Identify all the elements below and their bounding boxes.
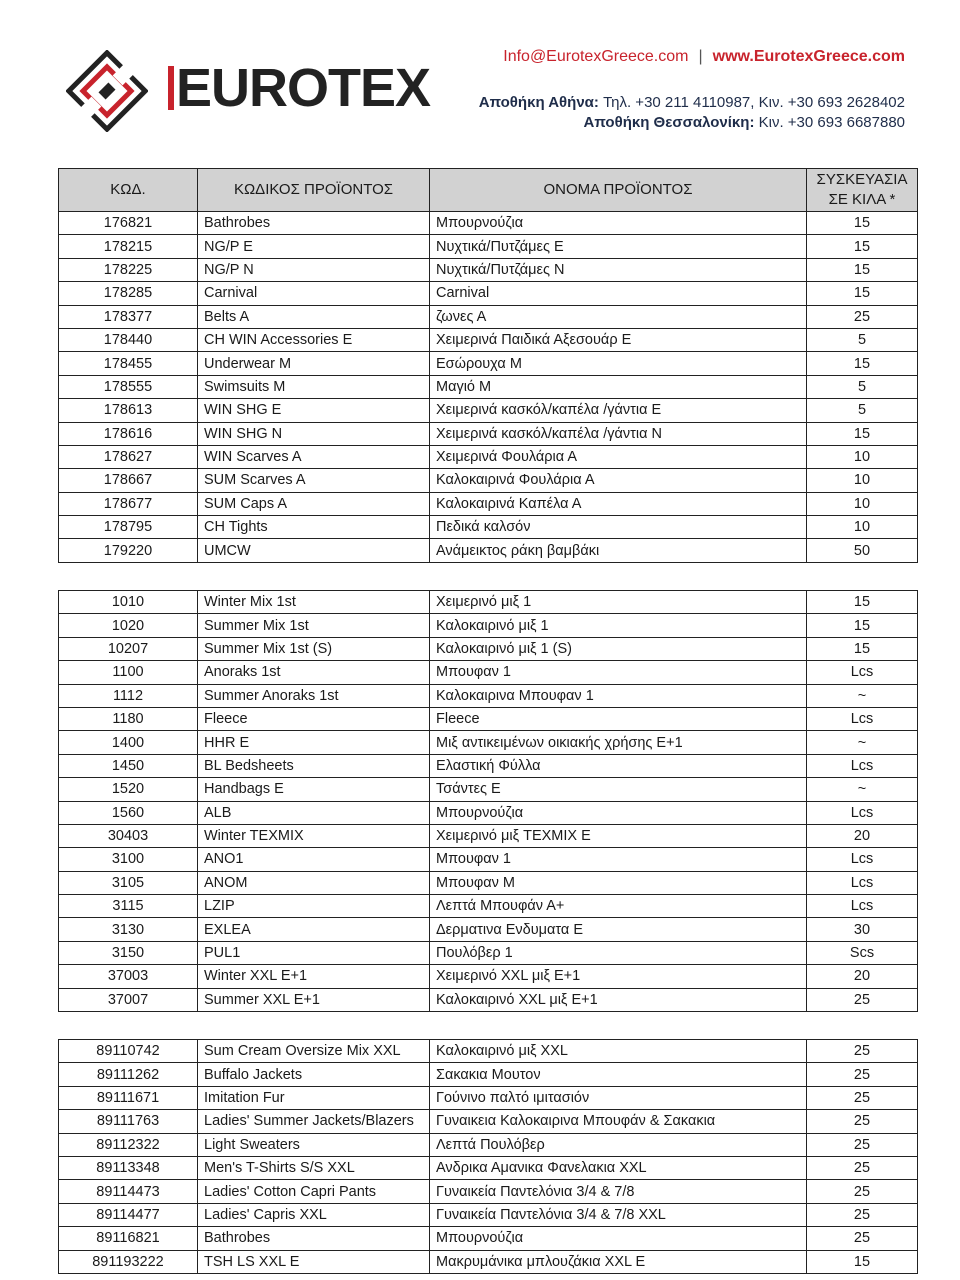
email-link[interactable]: Info@EurotexGreece.com: [503, 48, 689, 65]
cell-code: 178377: [59, 305, 198, 328]
table-row: [59, 895, 918, 918]
table-row: [59, 731, 918, 754]
cell-product-name: Μπουφαν Μ: [430, 871, 807, 894]
cell-packaging: Lcs: [807, 754, 918, 777]
cell-code: 37003: [59, 965, 198, 988]
cell-code: 178225: [59, 258, 198, 281]
cell-product-code: Summer Mix 1st: [198, 614, 430, 637]
cell-code: 1020: [59, 614, 198, 637]
cell-product-name: Νυχτικά/Πυτζάμες Ε: [430, 235, 807, 258]
cell-product-name: Γυναικεία Παντελόνια 3/4 & 7/8: [430, 1180, 807, 1203]
table-row: [59, 918, 918, 941]
cell-product-code: BL Bedsheets: [198, 754, 430, 777]
cell-product-code: Summer XXL E+1: [198, 988, 430, 1011]
table-row: [59, 848, 918, 871]
cell-code: 178440: [59, 328, 198, 351]
cell-packaging: 15: [807, 614, 918, 637]
cell-product-code: Ladies' Cotton Capri Pants: [198, 1180, 430, 1203]
cell-product-name: Δερματινα Ενδυματα Ε: [430, 918, 807, 941]
cell-code: 179220: [59, 539, 198, 562]
cell-product-name: Χειμερινό μιξ 1: [430, 591, 807, 614]
cell-product-name: Χειμερινό XXL μιξ Ε+1: [430, 965, 807, 988]
table-row: [59, 212, 918, 235]
cell-product-name: Μπουρνούζια: [430, 801, 807, 824]
cell-product-code: Winter XXL E+1: [198, 965, 430, 988]
cell-product-name: Λεπτά Πουλόβερ: [430, 1133, 807, 1156]
cell-packaging: 15: [807, 258, 918, 281]
table-row: [59, 1156, 918, 1179]
cell-packaging: 25: [807, 1180, 918, 1203]
cell-product-name: Carnival: [430, 282, 807, 305]
cell-code: 89114477: [59, 1203, 198, 1226]
cell-product-name: Fleece: [430, 707, 807, 730]
cell-packaging: 25: [807, 1110, 918, 1133]
brand-wordmark: [176, 58, 430, 118]
cell-packaging: 10: [807, 492, 918, 515]
cell-product-code: EXLEA: [198, 918, 430, 941]
cell-product-code: WIN Scarves A: [198, 445, 430, 468]
cell-product-code: HHR E: [198, 731, 430, 754]
cell-product-name: Καλοκαιρινό μιξ XXL: [430, 1040, 807, 1063]
cell-product-name: Καλοκαιρινό XXL μιξ Ε+1: [430, 988, 807, 1011]
cell-code: 89116821: [59, 1227, 198, 1250]
cell-code: 10207: [59, 637, 198, 660]
cell-code: 178627: [59, 445, 198, 468]
cell-packaging: Lcs: [807, 848, 918, 871]
cell-product-code: Ladies' Summer Jackets/Blazers: [198, 1110, 430, 1133]
cell-product-name: Τσάντες Ε: [430, 778, 807, 801]
table-row: [59, 375, 918, 398]
cell-packaging: Scs: [807, 941, 918, 964]
cell-product-code: Swimsuits M: [198, 375, 430, 398]
cell-packaging: 25: [807, 1040, 918, 1063]
cell-product-name: Μπουρνούζια: [430, 1227, 807, 1250]
cell-product-code: WIN SHG E: [198, 399, 430, 422]
cell-product-code: ALB: [198, 801, 430, 824]
table-row: [59, 1180, 918, 1203]
cell-packaging: 25: [807, 305, 918, 328]
cell-product-name: Καλοκαιρινό μιξ 1: [430, 614, 807, 637]
product-table-2: [58, 590, 918, 1012]
cell-packaging: 25: [807, 1227, 918, 1250]
cell-code: 89110742: [59, 1040, 198, 1063]
cell-code: 1400: [59, 731, 198, 754]
header-packaging: ΣΥΣΚΕΥΑΣΙΑ ΣΕ ΚΙΛΑ *: [807, 169, 918, 212]
product-table-1: [58, 168, 918, 563]
cell-product-name: Νυχτικά/Πυτζάμες Ν: [430, 258, 807, 281]
cell-product-name: Μιξ αντικειμένων οικιακής χρήσης Ε+1: [430, 731, 807, 754]
cell-product-name: Γυναικεία Παντελόνια 3/4 & 7/8 XXL: [430, 1203, 807, 1226]
cell-product-code: Carnival: [198, 282, 430, 305]
cell-product-name: Καλοκαιρινα Μπουφαν 1: [430, 684, 807, 707]
cell-product-name: Ανάμεικτος ράκη βαμβάκι: [430, 539, 807, 562]
cell-code: 891193222: [59, 1250, 198, 1273]
cell-product-code: NG/P N: [198, 258, 430, 281]
cell-code: 178555: [59, 375, 198, 398]
cell-packaging: 25: [807, 988, 918, 1011]
table-row: [59, 637, 918, 660]
cell-product-name: Γυναικεια Καλοκαιρινα Μπουφάν & Σακακια: [430, 1110, 807, 1133]
cell-packaging: 15: [807, 352, 918, 375]
cell-product-name: Μακρυμάνικα μπλουζάκια XXL Ε: [430, 1250, 807, 1273]
cell-product-code: Summer Anoraks 1st: [198, 684, 430, 707]
cell-packaging: 15: [807, 212, 918, 235]
cell-code: 3150: [59, 941, 198, 964]
cell-packaging: 25: [807, 1086, 918, 1109]
cell-product-name: Καλοκαιρινό μιξ 1 (S): [430, 637, 807, 660]
cell-product-name: Μαγιό Μ: [430, 375, 807, 398]
cell-code: 89111262: [59, 1063, 198, 1086]
cell-product-code: Anoraks 1st: [198, 661, 430, 684]
cell-product-code: PUL1: [198, 941, 430, 964]
cell-product-code: NG/P E: [198, 235, 430, 258]
table-row: [59, 539, 918, 562]
cell-code: 37007: [59, 988, 198, 1011]
cell-product-code: LZIP: [198, 895, 430, 918]
website-link[interactable]: www.EurotexGreece.com: [712, 48, 905, 65]
table-row: [59, 1133, 918, 1156]
cell-product-name: Σακακια Μουτον: [430, 1063, 807, 1086]
cell-packaging: 5: [807, 399, 918, 422]
table-row: [59, 235, 918, 258]
header-product-code: ΚΩΔΙΚΟΣ ΠΡΟΪΟΝΤΟΣ: [198, 169, 430, 212]
cell-code: 178455: [59, 352, 198, 375]
table-row: [59, 614, 918, 637]
cell-code: 178215: [59, 235, 198, 258]
table-row: [59, 988, 918, 1011]
cell-product-code: Winter TEXMIX: [198, 824, 430, 847]
table-row: [59, 516, 918, 539]
table-row: [59, 684, 918, 707]
cell-code: 1100: [59, 661, 198, 684]
cell-product-name: Χειμερινά κασκόλ/καπέλα /γάντια Ν: [430, 422, 807, 445]
cell-packaging: ~: [807, 778, 918, 801]
table-row: [59, 1203, 918, 1226]
table-row: [59, 1110, 918, 1133]
cell-code: 178795: [59, 516, 198, 539]
table-row: [59, 661, 918, 684]
cell-product-name: Χειμερινά Παιδικά Αξεσουάρ Ε: [430, 328, 807, 351]
table-row: [59, 754, 918, 777]
cell-packaging: 15: [807, 1250, 918, 1273]
cell-product-name: Μπουφαν 1: [430, 661, 807, 684]
cell-code: 30403: [59, 824, 198, 847]
cell-product-name: Χειμερινό μιξ TEXMIX Ε: [430, 824, 807, 847]
cell-packaging: 5: [807, 375, 918, 398]
thessaloniki-contact: Αποθήκη Θεσσαλονίκη: Κιν. +30 693 6687880: [583, 114, 905, 131]
table-row: [59, 707, 918, 730]
eurotex-logo-icon: [66, 50, 148, 132]
cell-packaging: 25: [807, 1133, 918, 1156]
cell-product-code: Bathrobes: [198, 1227, 430, 1250]
table-row: [59, 871, 918, 894]
table-header-row: [59, 169, 918, 212]
cell-product-name: ζωνες Α: [430, 305, 807, 328]
table-row: [59, 941, 918, 964]
cell-product-code: ANOM: [198, 871, 430, 894]
cell-product-name: Πουλόβερ 1: [430, 941, 807, 964]
table-row: [59, 469, 918, 492]
table-row: [59, 801, 918, 824]
table-row: [59, 965, 918, 988]
cell-code: 3130: [59, 918, 198, 941]
cell-product-code: Summer Mix 1st (S): [198, 637, 430, 660]
cell-product-code: CH Tights: [198, 516, 430, 539]
cell-packaging: Lcs: [807, 707, 918, 730]
cell-code: 3100: [59, 848, 198, 871]
cell-packaging: Lcs: [807, 661, 918, 684]
table-row: [59, 399, 918, 422]
table-row: [59, 258, 918, 281]
table-row: [59, 282, 918, 305]
cell-packaging: Lcs: [807, 801, 918, 824]
header-product-name: ΟΝΟΜΑ ΠΡΟΪΟΝΤΟΣ: [430, 169, 807, 212]
cell-packaging: Lcs: [807, 871, 918, 894]
table-row: [59, 591, 918, 614]
cell-packaging: 25: [807, 1203, 918, 1226]
cell-code: 3115: [59, 895, 198, 918]
cell-product-code: Ladies' Capris XXL: [198, 1203, 430, 1226]
cell-product-name: Εσώρουχα Μ: [430, 352, 807, 375]
cell-product-code: Imitation Fur: [198, 1086, 430, 1109]
cell-product-name: Χειμερινά Φουλάρια Α: [430, 445, 807, 468]
cell-packaging: 20: [807, 824, 918, 847]
table-row: [59, 1250, 918, 1273]
cell-product-code: Light Sweaters: [198, 1133, 430, 1156]
table-row: [59, 305, 918, 328]
cell-packaging: 25: [807, 1156, 918, 1179]
cell-code: 1112: [59, 684, 198, 707]
cell-product-code: Handbags E: [198, 778, 430, 801]
cell-code: 178667: [59, 469, 198, 492]
table-row: [59, 352, 918, 375]
cell-packaging: 25: [807, 1063, 918, 1086]
cell-product-code: ANO1: [198, 848, 430, 871]
table-row: [59, 1040, 918, 1063]
cell-product-name: Μπουφαν 1: [430, 848, 807, 871]
cell-code: 176821: [59, 212, 198, 235]
cell-packaging: 15: [807, 282, 918, 305]
cell-product-name: Γούνινο παλτό ιμιτασιόν: [430, 1086, 807, 1109]
cell-packaging: 10: [807, 469, 918, 492]
table-row: [59, 1063, 918, 1086]
cell-code: 3105: [59, 871, 198, 894]
contact-web: Info@EurotexGreece.com | www.EurotexGreece.com: [503, 48, 905, 65]
table-row: [59, 328, 918, 351]
table-row: [59, 492, 918, 515]
cell-product-name: Πεδικά καλσόν: [430, 516, 807, 539]
cell-product-code: Underwear M: [198, 352, 430, 375]
cell-product-code: SUM Scarves A: [198, 469, 430, 492]
cell-code: 89111763: [59, 1110, 198, 1133]
cell-product-name: Ανδρικα Αμανικα Φανελακια XXL: [430, 1156, 807, 1179]
cell-product-code: Men's T-Shirts S/S XXL: [198, 1156, 430, 1179]
cell-product-code: Bathrobes: [198, 212, 430, 235]
cell-product-name: Καλοκαιρινά Καπέλα Α: [430, 492, 807, 515]
table-row: [59, 1227, 918, 1250]
table-row: [59, 824, 918, 847]
cell-product-code: TSH LS XXL E: [198, 1250, 430, 1273]
cell-product-code: Sum Cream Oversize Mix XXL: [198, 1040, 430, 1063]
cell-packaging: Lcs: [807, 895, 918, 918]
cell-code: 89112322: [59, 1133, 198, 1156]
cell-packaging: 30: [807, 918, 918, 941]
cell-packaging: ~: [807, 684, 918, 707]
cell-code: 178285: [59, 282, 198, 305]
cell-packaging: 15: [807, 422, 918, 445]
cell-code: 1560: [59, 801, 198, 824]
cell-product-name: Λεπτά Μπουφάν Α+: [430, 895, 807, 918]
cell-packaging: 15: [807, 235, 918, 258]
cell-product-code: Buffalo Jackets: [198, 1063, 430, 1086]
cell-packaging: 15: [807, 637, 918, 660]
cell-packaging: 10: [807, 516, 918, 539]
product-table-3: [58, 1039, 918, 1274]
cell-packaging: 50: [807, 539, 918, 562]
cell-code: 89113348: [59, 1156, 198, 1179]
athens-contact: Αποθήκη Αθήνα: Τηλ. +30 211 4110987, Κιν. +30 693 2628402: [478, 94, 905, 111]
cell-packaging: 15: [807, 591, 918, 614]
cell-code: 1450: [59, 754, 198, 777]
cell-product-name: Μπουρνούζια: [430, 212, 807, 235]
cell-product-code: UMCW: [198, 539, 430, 562]
cell-product-name: Καλοκαιρινά Φουλάρια Α: [430, 469, 807, 492]
cell-product-code: WIN SHG N: [198, 422, 430, 445]
header-code: ΚΩΔ.: [59, 169, 198, 212]
cell-product-name: Ελαστική Φύλλα: [430, 754, 807, 777]
cell-product-code: Fleece: [198, 707, 430, 730]
cell-product-code: Winter Mix 1st: [198, 591, 430, 614]
cell-product-code: Belts A: [198, 305, 430, 328]
cell-code: 1010: [59, 591, 198, 614]
letterhead: [0, 0, 960, 160]
cell-product-name: Χειμερινά κασκόλ/καπέλα /γάντια Ε: [430, 399, 807, 422]
cell-code: 178613: [59, 399, 198, 422]
cell-packaging: 5: [807, 328, 918, 351]
cell-product-code: SUM Caps A: [198, 492, 430, 515]
table-row: [59, 778, 918, 801]
cell-code: 178616: [59, 422, 198, 445]
cell-packaging: 20: [807, 965, 918, 988]
table-row: [59, 1086, 918, 1109]
cell-code: 1520: [59, 778, 198, 801]
cell-packaging: ~: [807, 731, 918, 754]
table-row: [59, 422, 918, 445]
brand-name: EUROTEX: [176, 58, 431, 118]
cell-product-code: CH WIN Accessories E: [198, 328, 430, 351]
cell-code: 89114473: [59, 1180, 198, 1203]
cell-code: 1180: [59, 707, 198, 730]
cell-code: 178677: [59, 492, 198, 515]
table-row: [59, 445, 918, 468]
cell-code: 89111671: [59, 1086, 198, 1109]
cell-packaging: 10: [807, 445, 918, 468]
